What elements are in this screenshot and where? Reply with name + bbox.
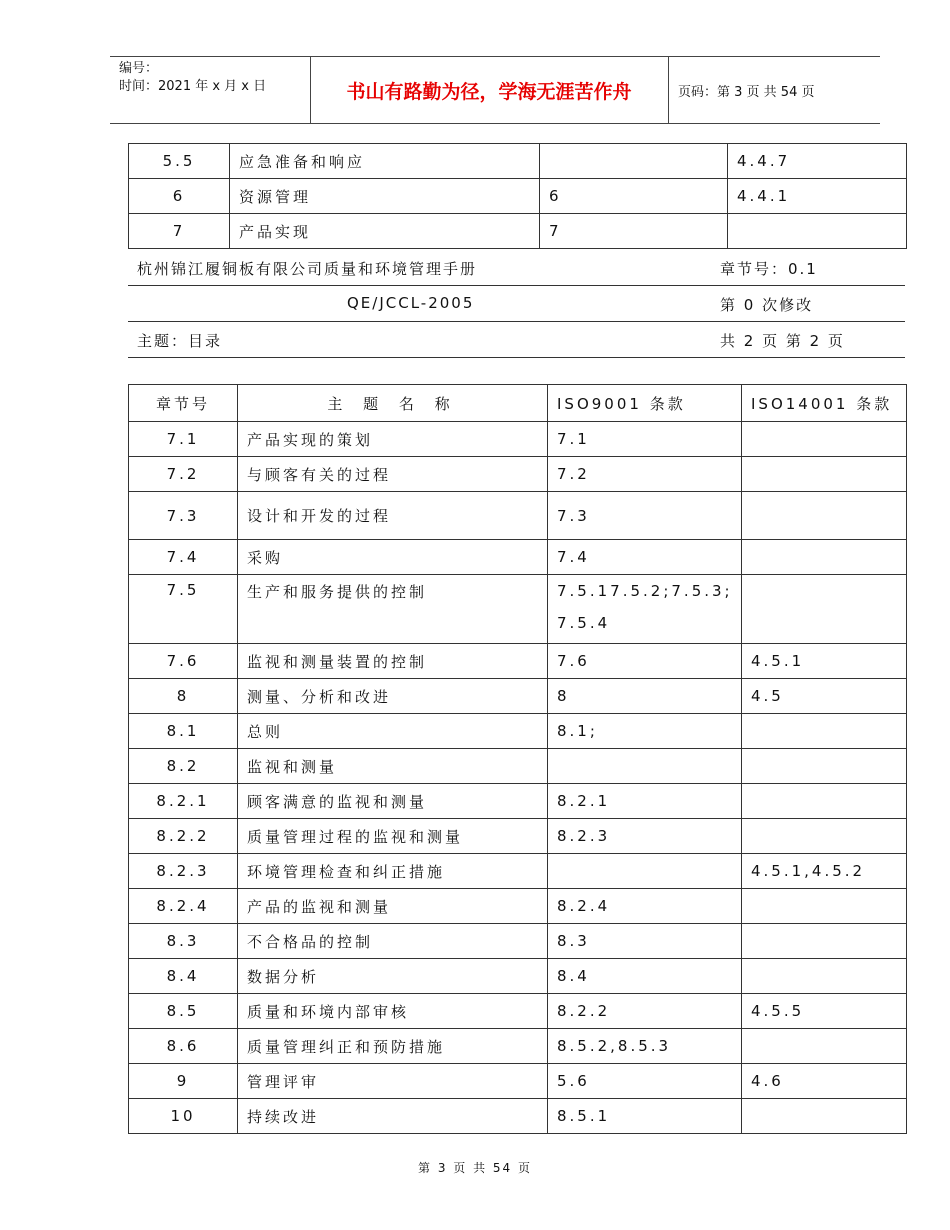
cell-iso14001 [742,540,907,575]
table-row [129,1099,907,1134]
cell-topic: 与顾客有关的过程 [238,457,548,492]
table-row [129,214,907,249]
table-row [129,889,907,924]
cell-topic: 环境管理检查和纠正措施 [238,854,548,889]
manual-code: QE/JCCL-2005 [347,294,475,312]
cell-iso14001 [742,819,907,854]
cell-iso14001 [742,784,907,819]
cell-section-number: 8.5 [129,994,238,1029]
cell-iso14001 [742,575,907,644]
cell-iso9001: 7.2 [548,457,742,492]
cell-iso9001 [540,144,728,179]
cell-iso14001: 4.4.7 [728,144,907,179]
table-row [129,854,907,889]
cell-section-number: 8.2 [129,749,238,784]
continuation-table [128,143,907,249]
toc-table [128,384,907,1134]
cell-section-number: 7.1 [129,422,238,457]
cell-section-number: 6 [129,179,230,214]
cell-topic: 监视和测量装置的控制 [238,644,548,679]
cell-iso9001: 8.2.1 [548,784,742,819]
cell-iso14001: 4.5 [742,679,907,714]
table-row [129,679,907,714]
cell-topic: 质量管理过程的监视和测量 [238,819,548,854]
cell-iso14001 [742,1099,907,1134]
cell-section-number: 7.5 [129,575,238,644]
table-row [129,575,907,644]
manual-code-line [128,285,905,322]
table-row [129,994,907,1029]
cell-iso14001 [742,457,907,492]
cell-topic: 应急准备和响应 [230,144,540,179]
cell-topic: 质量管理纠正和预防措施 [238,1029,548,1064]
table-row [129,644,907,679]
cell-section-number: 10 [129,1099,238,1134]
header-divider [668,57,669,123]
doc-number-label: 编号： [119,61,159,76]
cell-section-number: 5.5 [129,144,230,179]
cell-iso14001 [742,1029,907,1064]
col-header-section: 章节号 [129,385,238,422]
cell-iso9001: 8.4 [548,959,742,994]
table-row [129,924,907,959]
toc-header-row [129,385,907,422]
col-header-iso9001: ISO9001 条款 [548,385,742,422]
manual-title: 杭州锦江履铜板有限公司质量和环境管理手册 [137,260,478,278]
cell-topic: 数据分析 [238,959,548,994]
table-row [129,714,907,749]
table-row [129,784,907,819]
cell-iso14001 [742,714,907,749]
header-motto: 书山有路勤为径，学海无涯苦作舟 [346,80,632,103]
revision-text: 第 0 次修改 [720,296,814,314]
cell-iso9001: 5.6 [548,1064,742,1099]
cell-iso9001: 8.2.2 [548,994,742,1029]
cell-section-number: 8.2.4 [129,889,238,924]
cell-iso9001: 8.3 [548,924,742,959]
cell-iso9001: 7 [540,214,728,249]
page-footer: 第 3 页 共 54 页 [418,1161,532,1175]
cell-topic: 产品实现 [230,214,540,249]
col-header-iso14001: ISO14001 条款 [742,385,907,422]
cell-iso9001: 8 [548,679,742,714]
table-row [129,492,907,540]
cell-iso9001: 7.1 [548,422,742,457]
cell-section-number: 7.6 [129,644,238,679]
cell-topic: 顾客满意的监视和测量 [238,784,548,819]
cell-iso9001: 7.3 [548,492,742,540]
cell-topic: 持续改进 [238,1099,548,1134]
cell-topic: 采购 [238,540,548,575]
cell-section-number: 8.2.1 [129,784,238,819]
page-header [110,56,880,124]
subject-text: 主题：目录 [137,332,223,350]
col-header-topic: 主 题 名 称 [238,385,548,422]
cell-section-number: 7.2 [129,457,238,492]
cell-iso14001 [742,889,907,924]
cell-iso14001 [742,749,907,784]
cell-topic: 生产和服务提供的控制 [238,575,548,644]
cell-iso14001 [728,214,907,249]
cell-topic: 资源管理 [230,179,540,214]
cell-iso9001: 8.2.4 [548,889,742,924]
cell-section-number: 8 [129,679,238,714]
cell-iso14001: 4.5.5 [742,994,907,1029]
cell-iso9001: 8.2.3 [548,819,742,854]
section-number: 章节号：0.1 [720,260,818,278]
cell-iso9001 [548,854,742,889]
manual-subject-line [128,321,905,358]
cell-iso9001: 7.5.17.5.2;7.5.3;7.5.4 [548,575,742,644]
cell-topic: 设计和开发的过程 [238,492,548,540]
cell-iso14001: 4.5.1 [742,644,907,679]
table-row [129,457,907,492]
cell-section-number: 8.2.3 [129,854,238,889]
header-page-info: 页码：第 3 页 共 54 页 [678,84,815,100]
table-row [129,819,907,854]
cell-section-number: 7 [129,214,230,249]
cell-section-number: 7.4 [129,540,238,575]
cell-section-number: 8.6 [129,1029,238,1064]
table-row [129,540,907,575]
cell-iso9001: 6 [540,179,728,214]
cell-iso9001: 7.4 [548,540,742,575]
table-row [129,179,907,214]
cell-iso9001: 8.5.2,8.5.3 [548,1029,742,1064]
cell-section-number: 8.3 [129,924,238,959]
cell-section-number: 8.4 [129,959,238,994]
cell-iso14001: 4.4.1 [728,179,907,214]
cell-section-number: 8.2.2 [129,819,238,854]
cell-topic: 测量、分析和改进 [238,679,548,714]
cell-section-number: 9 [129,1064,238,1099]
cell-iso9001 [548,749,742,784]
cell-iso9001: 7.6 [548,644,742,679]
cell-iso14001 [742,924,907,959]
cell-topic: 不合格品的控制 [238,924,548,959]
cell-iso9001: 8.1; [548,714,742,749]
cell-topic: 产品的监视和测量 [238,889,548,924]
cell-section-number: 8.1 [129,714,238,749]
table-row [129,1029,907,1064]
table-row [129,749,907,784]
cell-topic: 总则 [238,714,548,749]
cell-topic: 管理评审 [238,1064,548,1099]
cell-iso14001: 4.6 [742,1064,907,1099]
cell-iso14001: 4.5.1,4.5.2 [742,854,907,889]
date-text: 时间：2021 年 x 月 x 日 [119,79,267,94]
table-row [129,144,907,179]
cell-section-number: 7.3 [129,492,238,540]
table-row [129,959,907,994]
cell-iso9001: 8.5.1 [548,1099,742,1134]
manual-title-line [128,249,905,286]
table-row [129,422,907,457]
table-row [129,1064,907,1099]
header-meta [119,60,266,96]
cell-topic: 质量和环境内部审核 [238,994,548,1029]
cell-topic: 监视和测量 [238,749,548,784]
cell-topic: 产品实现的策划 [238,422,548,457]
page-count-text: 共 2 页 第 2 页 [720,332,845,350]
cell-iso14001 [742,959,907,994]
cell-iso14001 [742,492,907,540]
cell-iso14001 [742,422,907,457]
